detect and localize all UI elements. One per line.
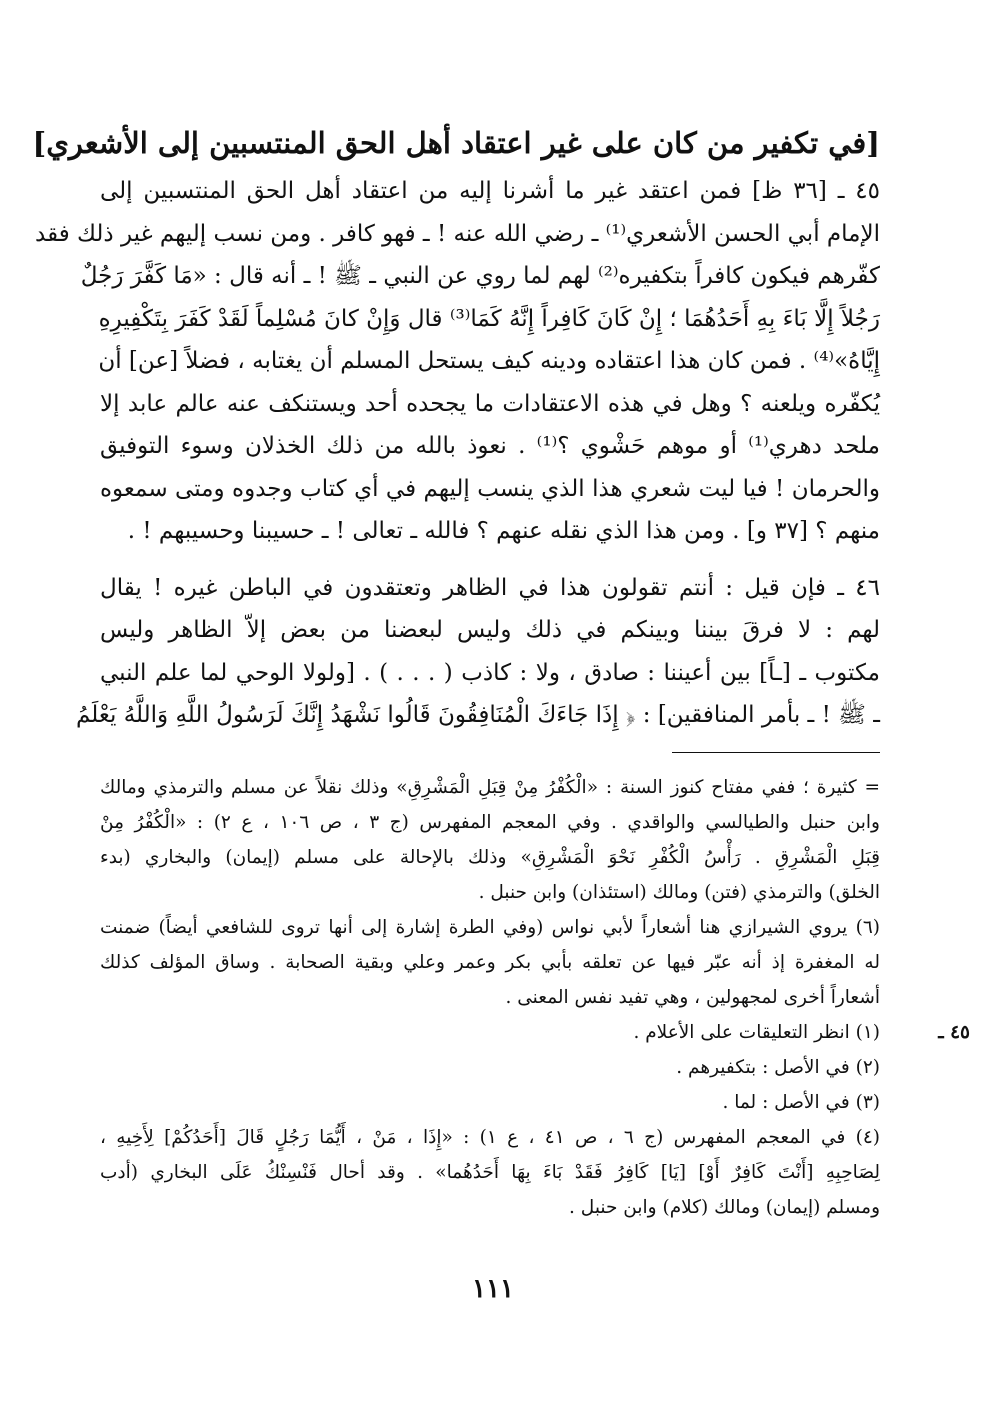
body-line: الإمام أبي الحسن الأشعري⁽¹⁾ ـ رضي الله عنه ! ـ فهو كافر . ومن نسب إليهم غير ذلك فقد — [35, 220, 880, 247]
footnote-line: له المغفرة إذ أنه عبّر فيها عن تعلقه بأبي بكر وعمر وعلي وبقية الصحابة . وساق المؤلف كذلك — [100, 952, 880, 973]
main-text — [35, 170, 880, 737]
footnote-line: = كثيرة ؛ ففي مفتاح كنوز السنة : «الْكُفْرُ مِنْ قِبَلِ الْمَشْرِقِ» وذلك نقلاً عن مسلم والترمذي ومالك — [100, 777, 880, 798]
body-line: والحرمان ! فيا ليت شعري هذا الذي ينسب إليهم في أي كتاب وجدوه ومتى سمعوه — [100, 475, 880, 502]
footnote-line: (٦) يروي الشيرازي هنا أشعاراً لأبي نواس (وفي الطرة إشارة إلى أنها تروى للشافعي أيضاً) ضمنت — [100, 917, 880, 938]
section-heading: [في تكفير من كان على غير اعتقاد أهل الحق المنتسبين إلى الأشعري] — [32, 126, 880, 160]
page-number: ١١١ — [472, 1274, 514, 1304]
body-line: ـ ﷺ ! ـ بأمر المنافقين] : ﴿ إِذَا جَاءَكَ الْمُنَافِقُونَ قَالُوا نَشْهَدُ إِنَّكَ لَرَسُولُ اللَّهِ وَاللَّهُ يَعْلَمُ — [75, 702, 880, 728]
body-line: مكتوب ـ [ـاً] بين أعيننا : صادق ، ولا : كاذب ( . . . ) . [ولولا الوحي لما علم النبي — [100, 659, 880, 686]
footnote-line: (٤) في المعجم المفهرس (ج ٦ ، ص ٤١ ، ع ١) : «إِذَا ، مَنْ ، أَيُّمَا رَجُلٍ قَالَ [أَحَدُكُمْ] لِأَخِيهِ ، — [100, 1127, 881, 1148]
footnote-line: (٣) في الأصل : لما . — [722, 1092, 880, 1113]
footnote-separator — [672, 752, 880, 753]
footnote-line: (٢) في الأصل : بتكفيرهم . — [676, 1057, 880, 1078]
footnote-line: لِصَاحِبِهِ [أَنْتَ كَافِرٌ أَوْ] [يَا] كَافِرُ فَقَدْ بَاءَ بِهَا أَحَدُهُما» . وقد أحال فَنْسِنْكُ عَلَى البخاري (أدب — [100, 1162, 880, 1183]
body-line: إِيَّاهُ»⁽⁴⁾ . فمن كان هذا اعتقاده ودينه كيف يستحل المسلم أن يغتابه ، فضلاً [عن] أن — [98, 348, 880, 374]
body-line: ٤٦ ـ فإن قيل : أنتم تقولون هذا في الظاهر وتعتقدون في الباطن غيره ! يقال — [100, 574, 880, 601]
footnote-line: ومسلم (إيمان) ومالك (كلام) وابن حنبل . — [569, 1197, 880, 1218]
body-line: ملحد دهري⁽¹⁾ أو موهم حَشْوي ؟⁽¹⁾ . نعوذ بالله من ذلك الخذلان وسوء التوفيق — [100, 433, 880, 459]
footnote-line: الخلق) والترمذي (فتن) ومالك (استئذان) وابن حنبل . — [478, 882, 880, 903]
footnote-section-label: ٤٥ ـ — [938, 1022, 970, 1043]
footnote-line: قِبَلِ الْمَشْرِقِ . رَأْسُ الْكُفْرِ نَحْوَ الْمَشْرِقِ» وذلك بالإحالة على مسلم (إيمان) والبخاري (بدء — [100, 847, 880, 868]
body-line: كفّرهم فيكون كافراً بتكفيره⁽²⁾ لهم لما روي عن النبي ـ ﷺ ! ـ أنه قال : «مَا كَفَّرَ رَجُلٌ — [80, 263, 880, 289]
body-line: لهم : لا فرقَ بيننا وبينكم في ذلك وليس لبعضنا من بعض إلاّ الظاهر وليس — [100, 617, 880, 643]
body-line: يُكفّره ويلعنه ؟ وهل في هذه الاعتقادات ما يجحده أحد ويستنكف عنه عالم عابد إلا — [100, 390, 880, 417]
body-line: منهم ؟ [٣٧ و] . ومن هذا الذي نقله عنهم ؟ فالله ـ تعالى ! ـ حسيبنا وحسيبهم ! . — [127, 518, 880, 544]
footnote-line: (١) انظر التعليقات على الأعلام . — [633, 1022, 880, 1043]
body-line: رَجُلاً إِلَّا بَاءَ بِهِ أَحَدُهُمَا ؛ إِنْ كَانَ كَافِراً إِنَّهُ كَمَا⁽³⁾ قال وَإِنْ كانَ مُسْلِماً لَقَدْ كَفَرَ بِتَكْفِيرِهِ — [98, 305, 880, 332]
footnote-line: أشعاراً أخرى لمجهولين ، وهي تفيد نفس المعنى . — [505, 987, 880, 1008]
body-line: ٤٥ ـ [٣٦ ظ] فمن اعتقد غير ما أشرنا إليه من اعتقاد أهل الحق المنتسبين إلى — [100, 178, 880, 204]
footnotes — [100, 770, 880, 1225]
footnote-line: وابن حنبل والطيالسي والواقدي . وفي المعجم المفهرس (ج ٣ ، ص ١٠٦ ، ع ٢) : «الْكُفْرُ مِنْ — [100, 812, 880, 833]
